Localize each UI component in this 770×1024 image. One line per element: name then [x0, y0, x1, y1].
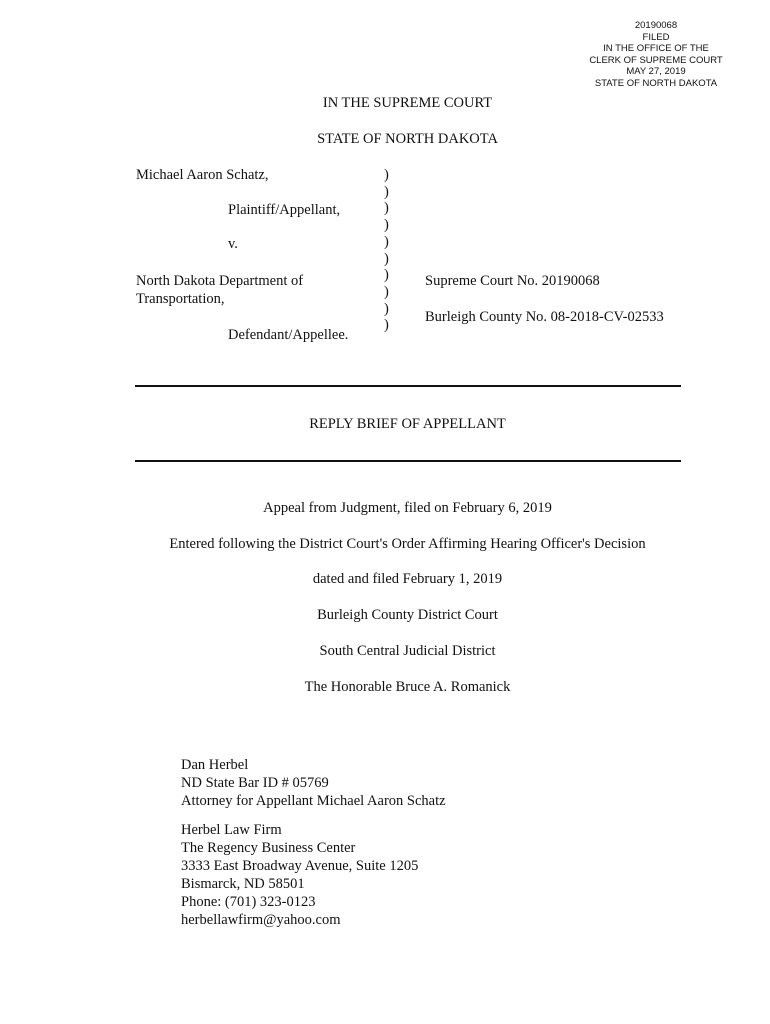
stamp-status: FILED [642, 31, 670, 43]
county-case-number: Burleigh County No. 08-2018-CV-02533 [425, 309, 664, 325]
appeal-line: dated and filed February 1, 2019 [312, 571, 503, 587]
firm-block [181, 821, 418, 929]
firm-email: herbellawfirm@yahoo.com [181, 912, 341, 928]
supreme-court-number: Supreme Court No. 20190068 [425, 273, 600, 289]
title-bottom-rule [135, 460, 681, 462]
firm-city: Bismarck, ND 58501 [181, 876, 305, 892]
appeal-line: The Honorable Bruce A. Romanick [304, 679, 511, 695]
paren: ) [384, 200, 389, 217]
stamp-number: 20190068 [634, 20, 678, 31]
defendant-line1: North Dakota Department of [136, 273, 304, 289]
defendant-role: Defendant/Appellee. [228, 327, 349, 343]
paren: ) [384, 233, 389, 250]
stamp-date: MAY 27, 2019 [626, 66, 686, 77]
attorney-block [181, 756, 446, 810]
versus: v. [228, 236, 238, 252]
document-title: REPLY BRIEF OF APPELLANT [309, 416, 506, 432]
court-state: STATE OF NORTH DAKOTA [317, 131, 498, 147]
appeal-line: Burleigh County District Court [317, 607, 498, 623]
stamp-office-line2: CLERK OF SUPREME COURT [589, 54, 723, 66]
defendant-line2: Transportation, [136, 291, 225, 307]
paren: ) [384, 217, 389, 234]
paren: ) [384, 167, 389, 183]
paren: ) [384, 250, 389, 267]
paren: ) [384, 300, 389, 317]
firm-street: 3333 East Broadway Avenue, Suite 1205 [181, 858, 419, 874]
stamp-state: STATE OF NORTH DAKOTA [594, 77, 718, 89]
attorney-role: Attorney for Appellant Michael Aaron Schatz [181, 793, 446, 809]
appeal-line: Appeal from Judgment, filed on February 6, 2019 [263, 500, 552, 516]
attorney-name: Dan Herbel [181, 757, 249, 773]
paren: ) [384, 283, 389, 300]
plaintiff-role: Plaintiff/Appellant, [228, 202, 341, 218]
appeal-line: South Central Judicial District [319, 643, 496, 659]
paren: ) [384, 317, 389, 334]
stamp-office-line1: IN THE OFFICE OF THE [603, 43, 709, 54]
firm-phone: Phone: (701) 323-0123 [181, 894, 316, 910]
appeal-line: Entered following the District Court's Order Affirming Hearing Officer's Decision [169, 536, 646, 552]
title-top-rule [135, 385, 681, 387]
attorney-bar-id: ND State Bar ID # 05769 [181, 775, 329, 791]
paren: ) [384, 267, 389, 284]
firm-name: Herbel Law Firm [181, 822, 282, 838]
court-name: IN THE SUPREME COURT [322, 95, 493, 111]
caption-parens [384, 167, 389, 334]
filing-stamp [580, 20, 732, 89]
plaintiff-name: Michael Aaron Schatz, [136, 167, 269, 183]
paren: ) [384, 183, 389, 200]
firm-building: The Regency Business Center [181, 840, 356, 856]
